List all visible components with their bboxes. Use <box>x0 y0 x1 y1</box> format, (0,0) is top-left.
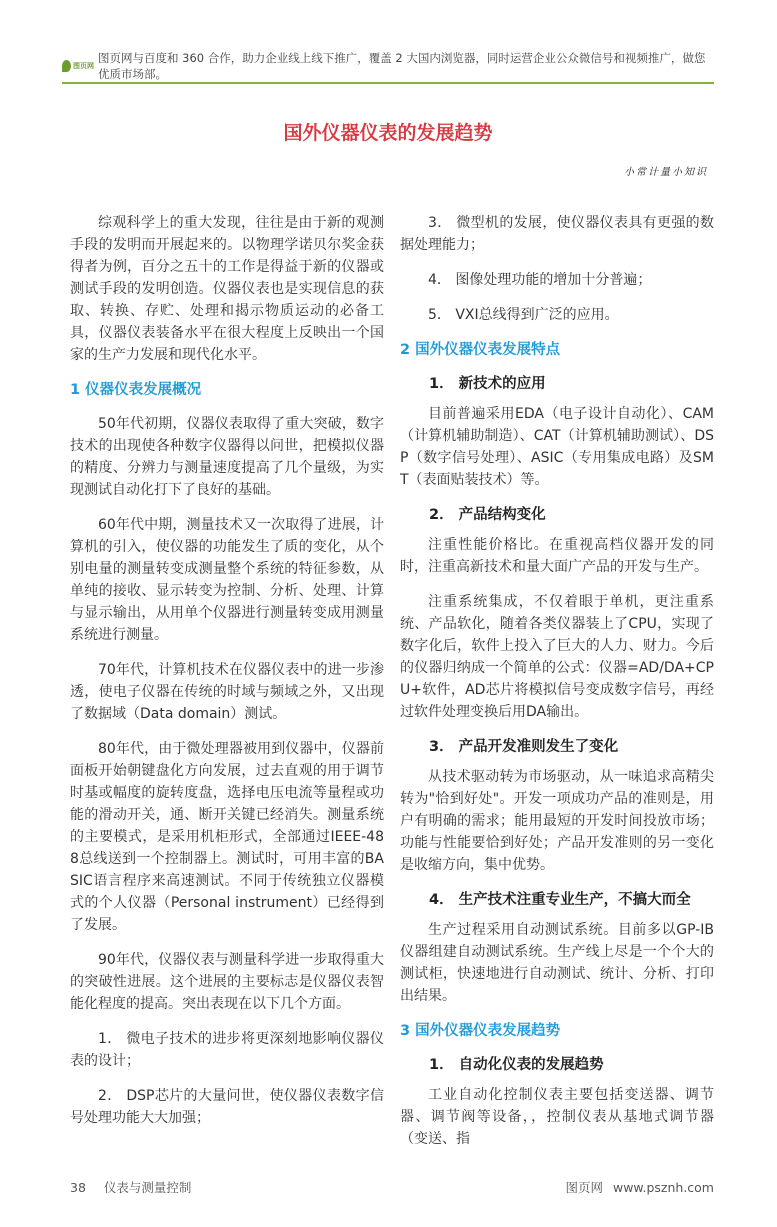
right-column <box>400 212 714 1163</box>
subsection-heading: 1． 新技术的应用 <box>429 376 546 392</box>
paragraph: 工业自动化控制仪表主要包括变送器、调节器、调节阀等设备，，控制仪表从基地式调节器（变送、指 <box>400 1087 714 1147</box>
left-column <box>70 212 384 1163</box>
paragraph: 从技术驱动转为市场驱动，从一味追求高精尖转为"恰到好处"。开发一项成功产品的准则是，用户有明确的需求；能用最短的开发时间投放市场；功能与性能要恰到好处；产品开发准则的另一变化是收缩方向，集中优势。 <box>400 769 714 873</box>
leaf-icon <box>62 60 71 72</box>
subsection-heading: 1． 自动化仪表的发展趋势 <box>429 1057 604 1073</box>
paragraph: 3． 微型机的发展，使仪器仪表具有更强的数据处理能力； <box>400 215 714 253</box>
paragraph: 70年代，计算机技术在仪器仪表中的进一步渗透，使电子仪器在传统的时域与频域之外，又出现了数据域（Data domain）测试。 <box>70 662 384 722</box>
subsection-heading: 4． 生产技术注重专业生产，不搞大而全 <box>429 892 691 908</box>
section-heading: 3 国外仪器仪表发展趋势 <box>400 1023 561 1039</box>
paragraph: 2． DSP芯片的大量问世，使仪器仪表数字信号处理功能大大加强； <box>70 1088 384 1126</box>
site-logo <box>62 58 94 74</box>
logo-text: 图页网 <box>73 62 94 70</box>
site-name: 图页网 <box>565 1180 603 1195</box>
paragraph: 注重系统集成，不仅着眼于单机，更注重系统、产品软化，随着各类仪器装上了CPU，实现了数字化后，软件上投入了巨大的人力、财力。今后的仪器归纳成一个简单的公式：仪器=AD/DA+CPU+软件，AD芯片将模拟信号变成数字信号，再经过软件处理变换后用DA输出。 <box>400 594 714 720</box>
paragraph: 60年代中期，测量技术又一次取得了进展，计算机的引入，使仪器的功能发生了质的变化，从个别电量的测量转变成测量整个系统的特征参数，从单纯的接收、显示转变为控制、分析、处理、计算与显示输出，从用单个仪器进行测量转变成用测量系统进行测量。 <box>70 517 384 643</box>
site-url[interactable]: www.psznh.com <box>612 1180 714 1195</box>
footer <box>62 1179 714 1197</box>
footer-left <box>70 1179 191 1197</box>
header-banner <box>62 50 714 84</box>
article-title: 国外仪器仪表的发展趋势 <box>283 122 493 144</box>
column-motto: 小常计量小知识 <box>624 167 708 178</box>
footer-right <box>565 1179 714 1197</box>
article-body <box>62 212 714 1163</box>
paragraph: 综观科学上的重大发现，往往是由于新的观测手段的发明而开展起来的。以物理学诺贝尔奖金获得者为例，百分之五十的工作是得益于新的仪器或测试手段的发明创造。仪器仪表也是实现信息的获取、转换、存贮、处理和揭示物质运动的必备工具，仪器仪表装备水平在很大程度上反映出一个国家的生产力发展和现代化水平。 <box>70 215 384 363</box>
section-heading: 2 国外仪器仪表发展特点 <box>400 342 561 358</box>
paragraph: 1． 微电子技术的进步将更深刻地影响仪器仪表的设计； <box>70 1031 384 1069</box>
paragraph: 90年代，仪器仪表与测量科学进一步取得重大的突破性进展。这个进展的主要标志是仪器仪表智能化程度的提高。突出表现在以下几个方面。 <box>70 952 384 1012</box>
paragraph: 4． 图像处理功能的增加十分普遍； <box>428 272 652 288</box>
section-heading: 1 仪器仪表发展概况 <box>70 382 202 398</box>
paragraph: 50年代初期，仪器仪表取得了重大突破，数字技术的出现使各种数字仪器得以问世，把模拟仪器的精度、分辨力与测量速度提高了几个量级，为实现测试自动化打下了良好的基础。 <box>70 416 384 498</box>
journal-name: 仪表与测量控制 <box>103 1180 192 1195</box>
paragraph: 目前普遍采用EDA（电子设计自动化）、CAM（计算机辅助制造）、CAT（计算机辅助测试）、DSP（数字信号处理）、ASIC（专用集成电路）及SMT（表面贴装技术）等。 <box>400 406 714 488</box>
paragraph: 生产过程采用自动测试系统。目前多以GP-IB仪器组建自动测试系统。生产线上尽是一个个大的测试柜，快速地进行自动测试、统计、分析、打印出结果。 <box>400 922 714 1004</box>
paragraph: 80年代，由于微处理器被用到仪器中，仪器前面板开始朝键盘化方向发展，过去直观的用于调节时基或幅度的旋转度盘，选择电压电流等量程或功能的滑动开关，通、断开关键已经消失。测量系统的主要模式，是采用机柜形式，全部通过IEEE-488总线送到一个控制器上。测试时，可用丰富的BASIC语言程序来高速测试。不同于传统独立仪器模式的个人仪器（Personal instrument）已经得到了发展。 <box>70 741 384 933</box>
paragraph: 注重性能价格比。在重视高档仪器开发的同时，注重高新技术和量大面广产品的开发与生产。 <box>400 537 714 575</box>
page-number: 38 <box>70 1180 86 1195</box>
subsection-heading: 2． 产品结构变化 <box>429 507 546 523</box>
banner-text: 图页网与百度和 360 合作，助力企业线上线下推广，覆盖 2 大国内浏览器，同时运营企业公众微信号和视频推广，做您优质市场部。 <box>98 51 706 81</box>
subsection-heading: 3． 产品开发准则发生了变化 <box>429 739 619 755</box>
paragraph: 5． VXI总线得到广泛的应用。 <box>428 307 619 323</box>
